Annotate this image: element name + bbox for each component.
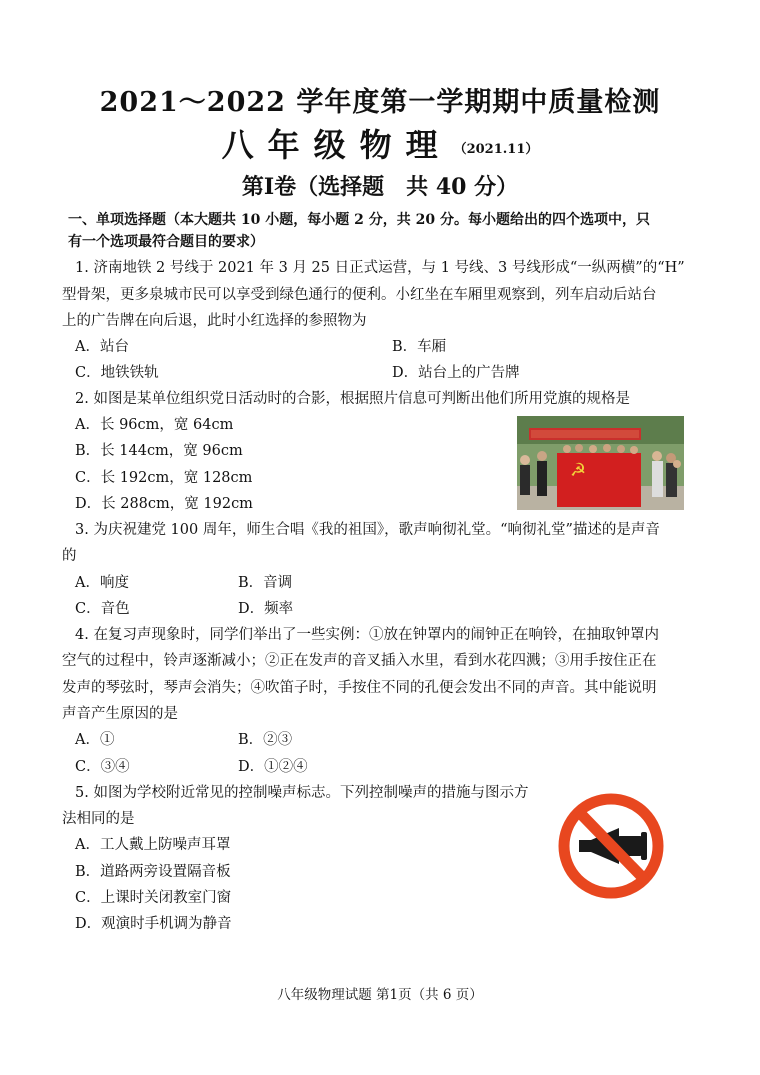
q1-option-a: A．站台: [75, 339, 129, 355]
q2-option-d: D．长 288cm，宽 192cm: [75, 496, 253, 512]
q2-stem: 2. 如图是某单位组织党日活动时的合影，根据照片信息可判断出他们所用党旗的规格是: [75, 391, 630, 407]
q4-stem-line4: 声音产生原因的是: [62, 706, 178, 722]
q4-option-a: A．①: [75, 732, 115, 748]
q3-stem-line2: 的: [62, 548, 77, 564]
q4-option-c: C．③④: [75, 759, 130, 775]
q1-option-d: D．站台上的广告牌: [392, 365, 520, 381]
q5-option-d: D．观演时手机调为静音: [75, 916, 232, 932]
q5-stem-line1: 5. 如图为学校附近常见的控制噪声标志。下列控制噪声的措施与图示方: [75, 785, 529, 801]
q3-option-a: A．响度: [75, 575, 129, 591]
q5-stem-line2: 法相同的是: [62, 811, 135, 827]
subject-name: 八年级物理: [221, 126, 452, 164]
section-heading-line1: 一、单项选择题（本大题共 10 小题，每小题 2 分，共 20 分。每小题给出的四个选项中，只: [68, 212, 650, 228]
q2-option-a: A．长 96cm，宽 64cm: [75, 417, 234, 433]
q1-option-b: B．车厢: [392, 339, 447, 355]
q5-option-c: C．上课时关闭教室门窗: [75, 890, 232, 906]
exam-date: （2021.11）: [453, 142, 539, 157]
q1-stem-line2: 型骨架，更多泉城市民可以享受到绿色通行的便利。小红坐在车厢里观察到，列车启动后站台: [62, 287, 657, 303]
q1-stem-line1: 1. 济南地铁 2 号线于 2021 年 3 月 25 日正式运营，与 1 号线、3 号线形成“一纵两横”的“H”: [75, 260, 685, 276]
exam-title: 2021～2022 学年度第一学期期中质量检测: [99, 87, 661, 118]
group-photo-with-party-flag: [517, 416, 684, 510]
q3-option-b: B．音调: [238, 575, 293, 591]
q3-option-d: D．频率: [238, 601, 294, 617]
part-title: 第Ⅰ卷（选择题 共 40 分）: [241, 174, 519, 200]
q1-stem-line3: 上的广告牌在向后退，此时小红选择的参照物为: [62, 313, 367, 329]
subject-title: [0, 120, 760, 166]
q4-stem-line2: 空气的过程中，铃声逐渐减小；②正在发声的音叉插入水里，看到水花四溅；③用手按住正在: [62, 653, 657, 669]
q4-stem-line1: 4. 在复习声现象时，同学们举出了一些实例：①放在钟罩内的闹钟正在响铃，在抽取钟罩内: [75, 627, 659, 643]
q4-option-b: B．②③: [238, 732, 293, 748]
q1-option-c: C．地铁铁轨: [75, 365, 159, 381]
q2-option-c: C．长 192cm，宽 128cm: [75, 470, 253, 486]
q4-option-d: D．①②④: [238, 759, 308, 775]
q3-stem-line1: 3. 为庆祝建党 100 周年，师生合唱《我的祖国》，歌声响彻礼堂。“响彻礼堂”描述的是声音: [75, 522, 660, 538]
q2-option-b: B．长 144cm，宽 96cm: [75, 443, 243, 459]
no-honking-sign-icon: [557, 792, 665, 900]
photo-illustration: [517, 416, 684, 510]
q5-option-a: A．工人戴上防噪声耳罩: [75, 837, 231, 853]
section-heading-line2: 有一个选项最符合题目的要求）: [68, 234, 264, 250]
q4-stem-line3: 发声的琴弦时，琴声会消失；④吹笛子时，手按住不同的孔便会发出不同的声音。其中能说明: [62, 680, 657, 696]
page-footer: 八年级物理试题 第1页（共 6 页）: [277, 987, 483, 1003]
svg-text:☭: ☭: [570, 460, 587, 481]
q3-option-c: C．音色: [75, 601, 130, 617]
q5-option-b: B．道路两旁设置隔音板: [75, 864, 231, 880]
